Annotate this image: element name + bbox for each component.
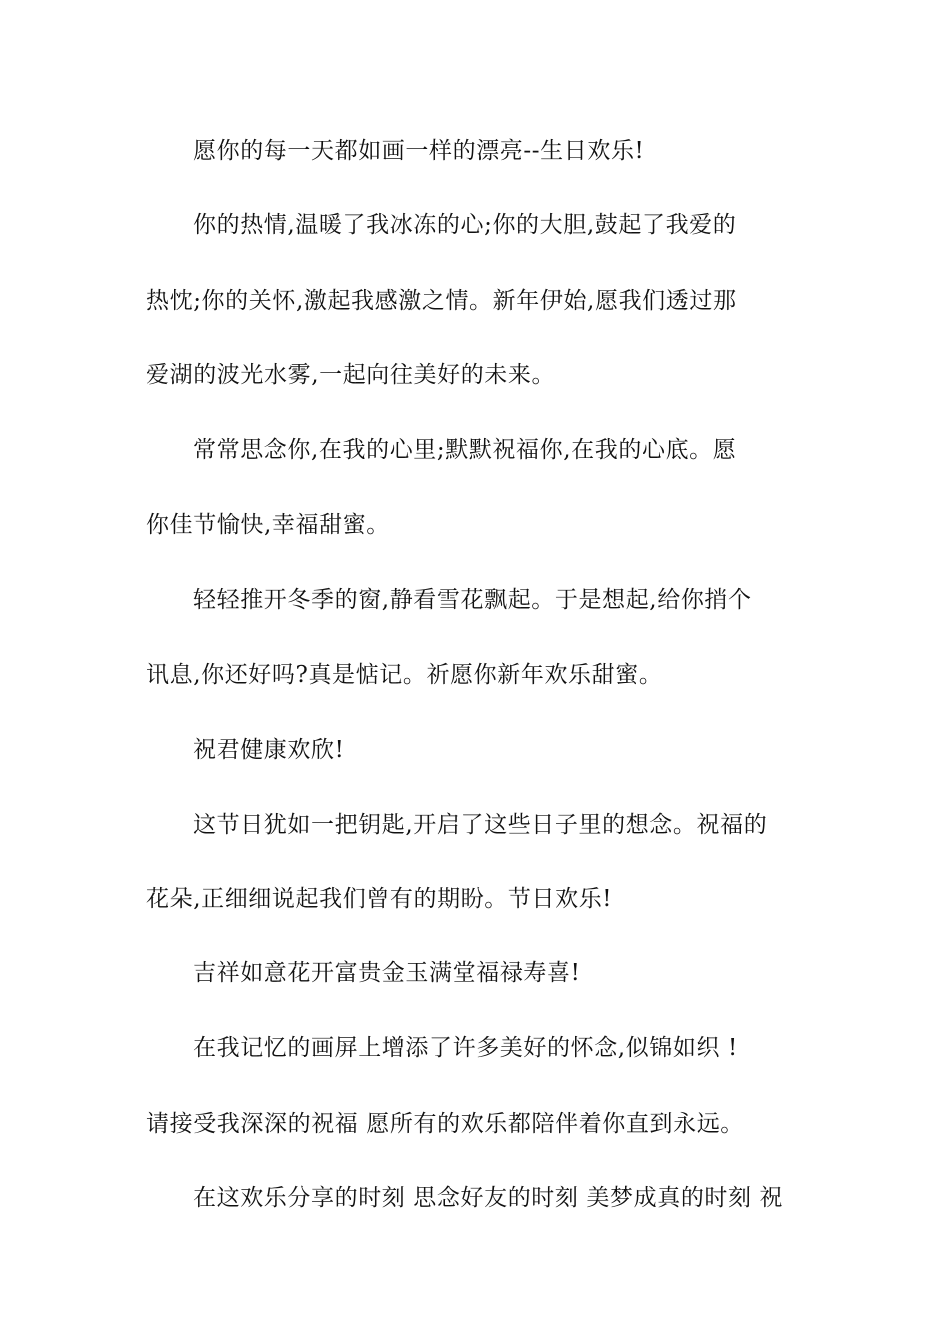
text-line-14: 请接受我深深的祝福 愿所有的欢乐都陪伴着你直到永远。	[146, 1111, 744, 1137]
text-line-12: 吉祥如意花开富贵金玉满堂福禄寿喜!	[193, 960, 581, 986]
text-line-4: 爱湖的波光水雾,一起向往美好的未来。	[146, 362, 556, 388]
text-line-7: 轻轻推开冬季的窗,静看雪花飘起。于是想起,给你捎个	[193, 587, 752, 613]
text-line-10: 这节日犹如一把钥匙,开启了这些日子里的想念。祝福的	[193, 812, 768, 838]
text-line-11: 花朵,正细细说起我们曾有的期盼。节日欢乐!	[146, 886, 613, 912]
text-line-6: 你佳节愉快,幸福甜蜜。	[146, 512, 390, 538]
text-line-5: 常常思念你,在我的心里;默默祝福你,在我的心底。愿	[193, 437, 737, 463]
text-line-3: 热忱;你的关怀,激起我感激之情。新年伊始,愿我们透过那	[146, 288, 737, 314]
text-line-9: 祝君健康欢欣!	[193, 737, 345, 763]
text-line-13: 在我记忆的画屏上增添了许多美好的怀念,似锦如织 !	[193, 1035, 738, 1061]
text-line-1: 愿你的每一天都如画一样的漂亮--生日欢乐!	[193, 138, 645, 164]
text-line-15: 在这欢乐分享的时刻 思念好友的时刻 美梦成真的时刻 祝	[193, 1185, 784, 1211]
text-line-2: 你的热情,温暖了我冰冻的心;你的大胆,鼓起了我爱的	[193, 212, 737, 238]
text-line-8: 讯息,你还好吗?真是惦记。祈愿你新年欢乐甜蜜。	[146, 662, 663, 688]
